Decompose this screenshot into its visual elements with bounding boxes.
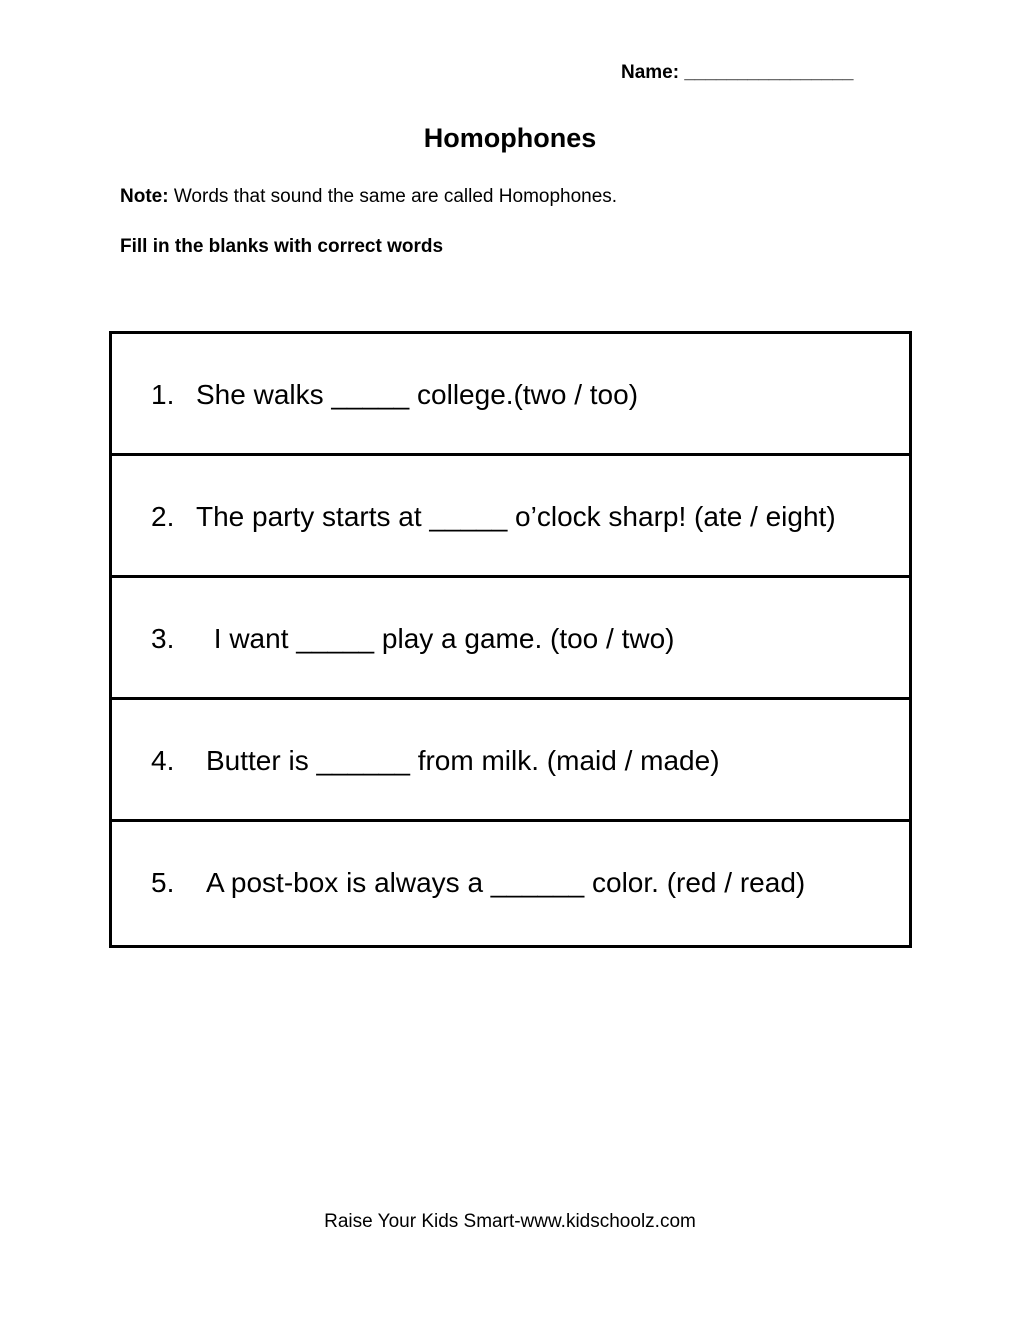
note-text: Words that sound the same are called Homophones. (168, 186, 618, 207)
question-row (112, 700, 909, 822)
note-label: Note: (120, 186, 169, 207)
question-number: 2. (151, 501, 175, 532)
question-row (112, 456, 909, 578)
footer-text: Raise Your Kids Smart-www.kidschoolz.com (324, 1211, 696, 1232)
question-text: Butter is ______ from milk. (maid / made) (206, 745, 720, 776)
question-text: She walks _____ college.(two / too) (196, 379, 639, 410)
question-number: 3. (151, 623, 175, 654)
questions-table (109, 331, 912, 948)
note-line (120, 186, 617, 208)
question-number: 4. (151, 745, 175, 776)
question-row (112, 578, 909, 700)
question-text: I want _____ play a game. (too / two) (206, 623, 675, 654)
instruction-text: Fill in the blanks with correct words (120, 236, 444, 257)
question-number: 1. (151, 379, 175, 410)
question-text: The party starts at _____ o’clock sharp! (ate / eight) (196, 501, 836, 532)
page-title: Homophones (423, 123, 597, 153)
name-field-label: Name: ________________ (621, 62, 854, 83)
question-number: 5. (151, 867, 175, 898)
question-text: A post-box is always a ______ color. (red / read) (206, 867, 806, 898)
question-row (112, 822, 909, 945)
question-row (112, 334, 909, 456)
